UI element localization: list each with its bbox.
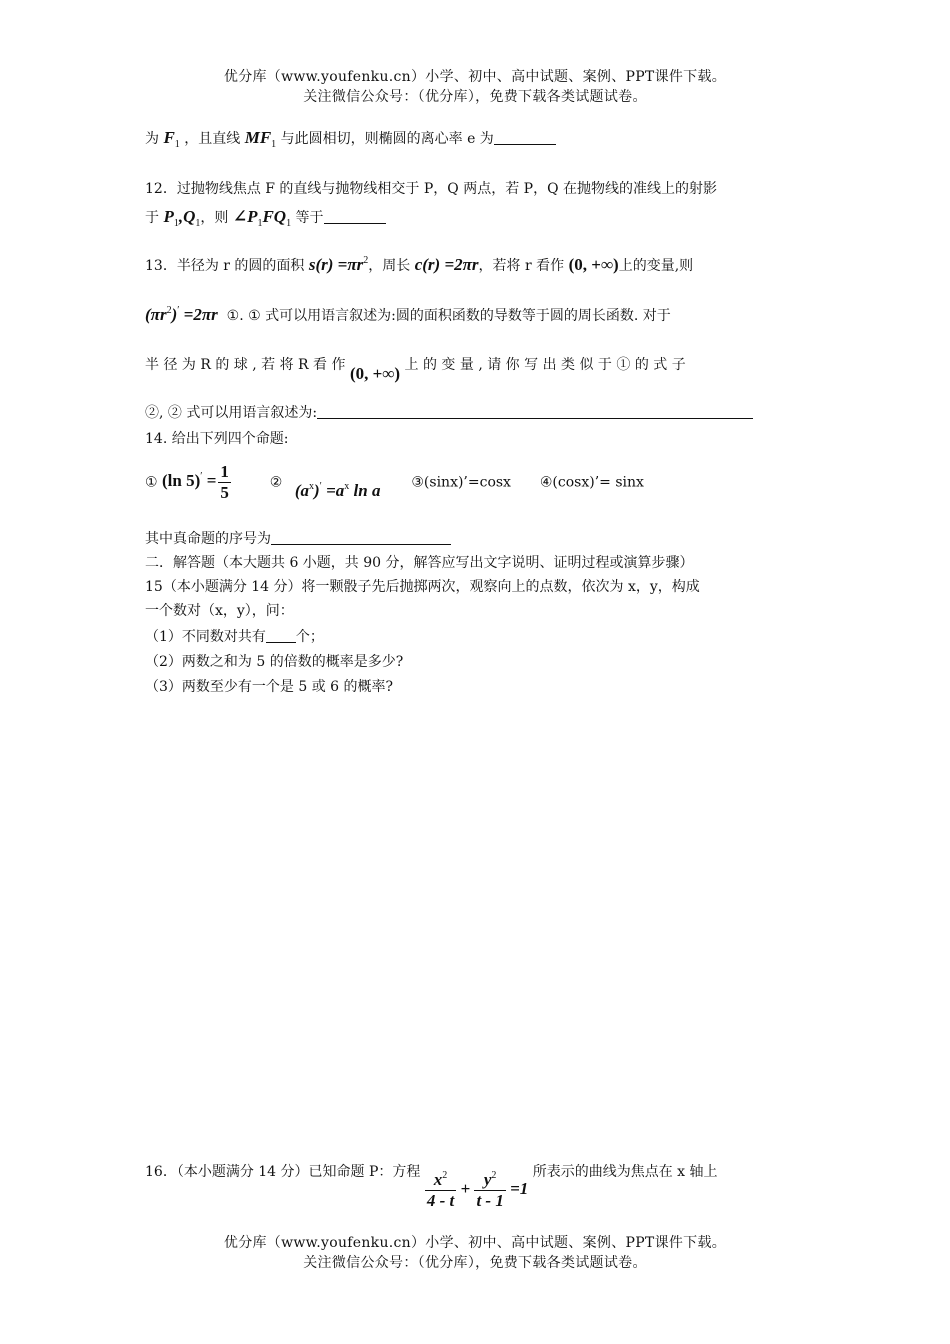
q13-text-line2: ①. ① 式可以用语言叙述为:圆的面积函数的导数等于圆的周长函数. 对于 [226,308,671,324]
q12-text-post: 等于 [295,210,324,226]
q11-text-mid: ，且直线 [184,131,241,147]
q15-item1-post: 个； [295,629,324,645]
q13-line1 [145,255,693,275]
formula-ln5: (ln 5)′ = $\frac{1}{5}$ [162,462,229,502]
q14-answer-blank[interactable] [271,530,451,545]
q15-item3: （3）两数至少有一个是 5 或 6 的概率? [145,679,394,695]
page-header-line2: 关注微信公众号：（优分库），免费下载各类试题试卷。 [303,89,647,105]
q14-p1-label: ① [145,474,158,491]
q15-item1-pre: （1）不同数对共有 [145,629,266,645]
formula-ax: $(a^x)' =a^x$ ln a [294,481,381,501]
formula-ellipse: $\frac{x^2}{4 - t}$ + $\frac{y^2}{t - 1}$ =1 [426,1170,529,1210]
q16-line [145,1158,718,1210]
q11-text-pre: 为 [145,131,159,147]
formula-interval-1: (0, +∞) [568,255,619,274]
q13-text-mid1: ，周长 [368,258,411,274]
q12-answer-blank[interactable] [324,209,386,224]
q14-p2-label: ② [269,474,283,491]
q14-p3: ③(sinx)’=cosx [411,474,511,491]
q11-answer-blank[interactable] [494,130,556,145]
q12-line2 [145,207,386,229]
formula-F1: $F_1$ [163,128,180,150]
q15-line2: 一个数对（x，y），问： [145,603,294,619]
q13-text-mid2: ，若将 r 看作 [478,258,565,274]
q15-item2: （2）两数之和为 5 的倍数的概率是多少? [145,654,404,670]
q13-line2 [145,305,671,325]
section2-heading: 二．解答题（本大题共 6 小题，共 90 分，解答应写出文字说明、证明过程或演算步骤） [145,555,694,571]
q14-answer-line [145,528,451,548]
q13-text-pre: 13．半径为 r 的圆的面积 [145,258,305,274]
q14-p4: ④(cosx)’= sinx [539,474,644,491]
q12-text-mid: ，则 [200,210,229,226]
page-header-line1: 优分库（www.youfenku.cn）小学、初中、高中试题、案例、PPT课件下载。 [223,69,727,85]
formula-circumference: c(r) =2πr [414,255,479,274]
q13-line3 [145,354,686,383]
q15-answer-blank[interactable] [266,628,296,643]
q12-line1: 12．过抛物线焦点 F 的直线与抛物线相交于 P，Q 两点，若 P，Q 在抛物线的准线上的射影 [145,181,718,197]
q14-title: 14. 给出下列四个命题: [145,431,289,447]
q13-answer-blank[interactable] [317,404,753,419]
formula-P1Q1: $P_1,Q_1$ [163,207,201,229]
q14-answer-text: 其中真命题的序号为 [145,531,271,547]
q14-propositions [145,462,644,503]
q16-text-post: 所表示的曲线为焦点在 x 轴上 [532,1164,718,1181]
formula-MF1: $MF_1$ [244,128,277,150]
formula-angle-P1FQ1: $\angle P_1FQ_1$ [232,207,292,229]
q11-line [145,128,556,150]
q13-text-line4: ②, ② 式可以用语言叙述为: [145,405,318,421]
q11-text-post: 与此圆相切，则椭圆的离心率 e 为 [280,131,494,147]
q12-text-pre: 于 [145,210,159,226]
q13-text-post: 上的变量,则 [618,258,694,274]
page-footer-line1: 优分库（www.youfenku.cn）小学、初中、高中试题、案例、PPT课件下载。 [223,1235,727,1251]
formula-interval-2: (0, +∞) [349,364,401,383]
q13-text-line3a: 半 径 为 R 的 球 , 若 将 R 看 作 [145,357,346,373]
q13-text-line3b: 上 的 变 量 , 请 你 写 出 类 似 于 ① 的 式 子 [404,357,686,373]
q15-line1: 15（本小题满分 14 分）将一颗骰子先后抛掷两次，观察向上的点数，依次为 x，y，构成 [145,579,700,595]
page-footer-line2: 关注微信公众号：（优分库），免费下载各类试题试卷。 [303,1255,647,1271]
q15-item1 [145,626,324,646]
formula-derivative-area: $(\pi r^2)' =2\pi r$ [145,305,218,324]
q16-text-pre: 16．（本小题满分 14 分）已知命题 P：方程 [145,1164,421,1181]
formula-area: $s(r) =\pi r^2$ [308,255,369,274]
q13-line4 [145,402,753,422]
